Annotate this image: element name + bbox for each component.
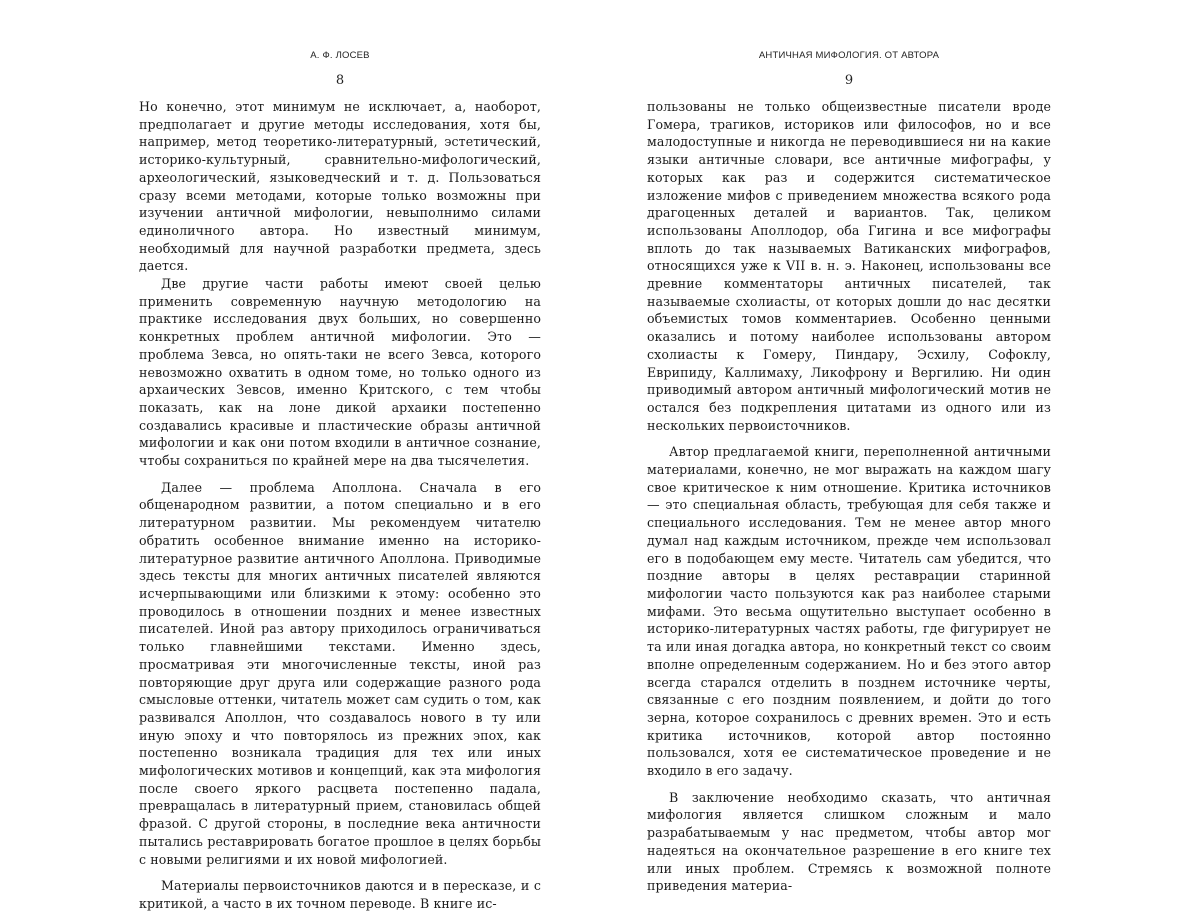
left-page — [139, 0, 541, 911]
left-page-body — [139, 98, 541, 913]
running-head-title: АНТИЧНАЯ МИФОЛОГИЯ. ОТ АВТОРА — [758, 50, 940, 61]
paragraph: Материалы первоисточников даются и в пересказе, и с критикой, а часто в их точном переводе. В книге ис- — [139, 878, 541, 911]
page-number-right: 9 — [844, 73, 854, 88]
paragraph: пользованы не только общеизвестные писатели вроде Гомера, трагиков, историков или философов, но и все малодоступные и никогда не переводившиеся ни на какие языки античные словари, все античные мифографы, у которых как раз и содержится систематическое изложение мифов с приведением множества всякого рода драгоценных деталей и вариантов. Так, целиком использованы Аполлодор, оба Гигина и все мифографы вплоть до так называемых Ватиканских мифографов, относящихся уже к VII в. н. э. Наконец, использованы все древние комментаторы античных писателей, так называемые схолиасты, от которых дошли до нас десятки объемистых томов комментариев. Особенно ценными оказались и потому наиболее использованы автором схолиасты к Гомеру, Пиндару, Эсхилу, Софоклу, Еврипиду, Каллимаху, Ликофрону и Вергилию. Ни один приводимый автором античный мифологический мотив не остался без подкрепления цитатами из одного или из нескольких первоисточников. — [647, 99, 1051, 433]
page-number-left: 8 — [335, 73, 345, 88]
right-page — [647, 0, 1051, 894]
paragraph: В заключение необходимо сказать, что античная мифология является слишком сложным и мало разрабатываемым у нас предметом, чтобы автор мог надеяться на окончательное разрешение в его книге тех или иных проблем. Стремясь к возможной полноте приведения материа- — [647, 789, 1051, 894]
paragraph: Далее — проблема Аполлона. Сначала в его общенародном развитии, а потом специально и в его литературном развитии. Мы рекомендуем читателю обратить особенное внимание именно на историко-литературное развитие античного Аполлона. Приводимые здесь тексты для многих античных писателей являются исчерпывающими или близкими к этому: особенно это проводилось в отношении поздних и менее известных писателей. Иной раз автору приходилось ограничиваться только главнейшими текстами. Именно здесь, просматривая эти многочисленные тексты, иной раз повторяющие друг друга или содержащие разного рода смысловые оттенки, читатель может сам судить о том, как развивался Аполлон, что создавалось нового в ту или иную эпоху и что повторялось из прежних эпох, как постепенно возникала традиция для тех или иных мифологических мотивов и концепций, как эта мифология после своего яркого расцвета постепенно падала, превращалась в литературный прием, становилась общей фразой. С другой стороны, в последние века античности пытались реставрировать богатое прошлое в целях борьбы с новыми религиями и их новой мифологией. — [139, 479, 541, 867]
right-page-body — [647, 98, 1051, 895]
paragraph: Автор предлагаемой книги, переполненной античными материалами, конечно, не мог выражать на каждом шагу свое критическое к ним отношение. Критика источников — это специальная область, требующая для себя также и специального исследования. Тем не менее автор много думал над каждым источником, прежде чем использовал его в подобающем ему месте. Читатель сам убедится, что поздние авторы в целях реставрации старинной мифологии часто пользуются как раз наиболее старыми мифами. Это весьма ощутительно выступает особенно в историко-литературных частях работы, где фигурирует не та или иная догадка автора, но конкретный текст со своим вполне определенным содержанием. Но и без этого автор всегда старался отделить в позднем источнике черты, связанные с его поздним появлением, и дойти до того зерна, которое сохранилось с древних времен. Это и есть критика источников, которой автор постоянно пользовался, хотя ее систематическое проведение и не входило в его задачу. — [647, 444, 1051, 779]
running-head-author: А. Ф. ЛОСЕВ — [310, 50, 370, 61]
paragraph: Но конечно, этот минимум не исключает, а, наоборот, предполагает и другие методы исследования, хотя бы, например, метод теоретико-литературный, эстетический, историко-культурный, сравнительно-мифологический, археологический, языковедческий и т. д. Пользоваться сразу всеми методами, которые только возможны при изучении античной мифологии, невыполнимо силами единоличного автора. Но известный минимум, необходимый для научной разработки предмета, здесь дается. — [139, 99, 541, 274]
paragraph: Две другие части работы имеют своей целью применить современную научную методологию на практике исследования двух больших, но совершенно конкретных проблем античной мифологии. Это — проблема Зевса, но опять-таки не всего Зевса, которого невозможно охватить в одном томе, но только одного из архаических Зевсов, именно Критского, с тем чтобы показать, как на лоне дикой архаики постепенно создавались красивые и пластические образы античной мифологии и как они потом входили в античное сознание, чтобы сохраниться по крайней мере на два тысячелетия. — [139, 276, 541, 469]
